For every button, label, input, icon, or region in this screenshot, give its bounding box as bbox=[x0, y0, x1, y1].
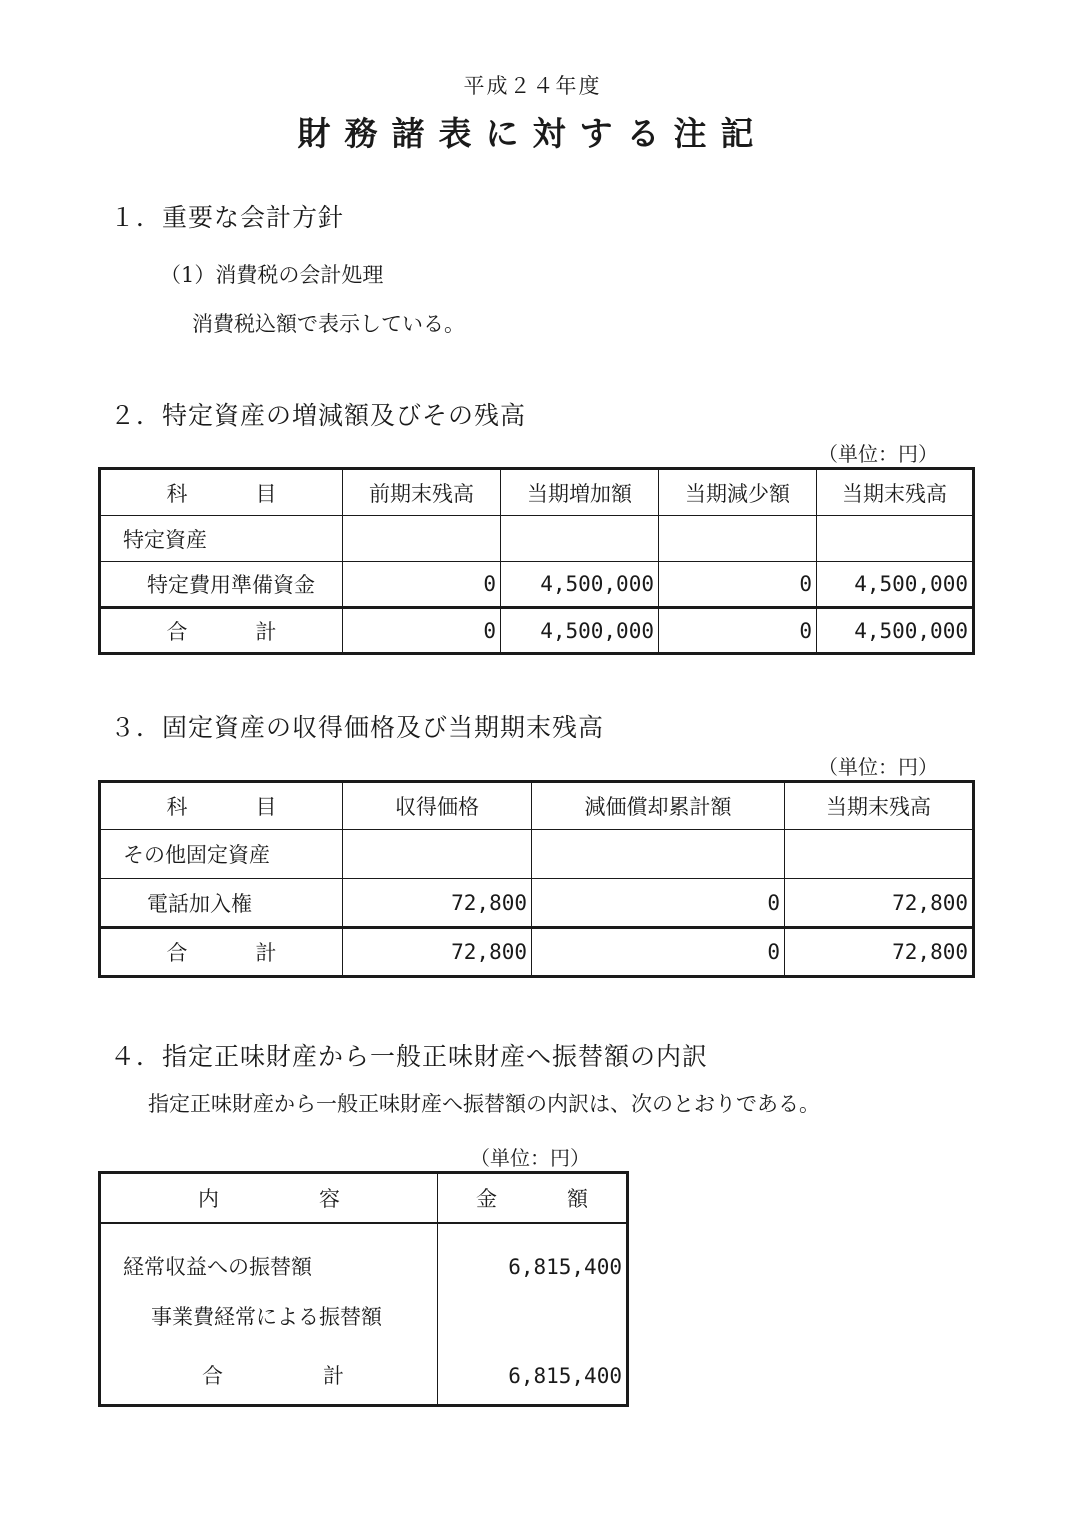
column-header: 当期減少額 bbox=[659, 469, 817, 516]
total-value: 0 bbox=[659, 608, 817, 654]
column-header: 減価償却累計額 bbox=[532, 782, 785, 830]
row-label: 経常収益への振替額 bbox=[123, 1255, 312, 1279]
section3-unit: （単位：円） bbox=[818, 755, 938, 779]
section2-unit: （単位：円） bbox=[818, 442, 938, 466]
section4-text: 指定正味財産から一般正味財産へ振替額の内訳は、次のとおりである。 bbox=[148, 1092, 820, 1116]
cell-value bbox=[501, 516, 659, 562]
cell-value bbox=[817, 516, 974, 562]
cell-value: 0 bbox=[343, 562, 501, 608]
table-row bbox=[100, 879, 974, 928]
fiscal-year: 平成２４年度 bbox=[463, 74, 602, 98]
cell-value bbox=[438, 1298, 626, 1348]
cell-value: 6,815,400 bbox=[508, 1255, 622, 1279]
column-header: 当期増加額 bbox=[501, 469, 659, 516]
cell-value bbox=[343, 516, 501, 562]
section3-heading: ３．固定資産の収得価格及び当期期末残高 bbox=[110, 713, 605, 742]
page-title: 財務諸表に対する注記 bbox=[297, 114, 768, 153]
total-value: 72,800 bbox=[785, 928, 974, 977]
specific-assets-table bbox=[98, 467, 975, 655]
column-header: 当期末残高 bbox=[785, 782, 974, 830]
table-header-row bbox=[100, 782, 974, 830]
table-row bbox=[100, 830, 974, 879]
column-header-content: 内 容 bbox=[100, 1173, 438, 1223]
cell-value: 0 bbox=[659, 562, 817, 608]
transfer-breakdown-table bbox=[98, 1171, 629, 1407]
table-header-row bbox=[100, 469, 974, 516]
total-row bbox=[100, 928, 974, 977]
cell-value: 4,500,000 bbox=[817, 562, 974, 608]
total-value: 6,815,400 bbox=[508, 1364, 622, 1388]
table-header-row bbox=[100, 1173, 628, 1223]
cell-value bbox=[532, 830, 785, 879]
total-value: 4,500,000 bbox=[817, 608, 974, 654]
section4-unit: （単位：円） bbox=[470, 1146, 590, 1170]
total-label: 合 計 bbox=[202, 1364, 344, 1388]
section2-heading: ２．特定資産の増減額及びその残高 bbox=[110, 401, 527, 430]
column-header-amount: 金 額 bbox=[438, 1173, 628, 1223]
cell-value: 72,800 bbox=[343, 879, 532, 928]
row-label: 事業費経常による振替額 bbox=[151, 1305, 382, 1329]
total-value: 4,500,000 bbox=[501, 608, 659, 654]
cell-value: 0 bbox=[532, 879, 785, 928]
column-header-subject: 科 目 bbox=[100, 469, 343, 516]
cell-value: 72,800 bbox=[785, 879, 974, 928]
row-label: 特定資産 bbox=[100, 516, 343, 562]
total-value: 72,800 bbox=[343, 928, 532, 977]
total-row bbox=[100, 608, 974, 654]
row-label: 電話加入権 bbox=[100, 879, 343, 928]
cell-value bbox=[659, 516, 817, 562]
total-value: 0 bbox=[532, 928, 785, 977]
cell-value bbox=[785, 830, 974, 879]
row-label: その他固定資産 bbox=[100, 830, 343, 879]
total-label: 合 計 bbox=[100, 928, 343, 977]
section1-text: 消費税込額で表示している。 bbox=[192, 312, 465, 336]
table-body bbox=[100, 1224, 628, 1406]
cell-value bbox=[343, 830, 532, 879]
table-row bbox=[100, 516, 974, 562]
total-value: 0 bbox=[343, 608, 501, 654]
row-label: 特定費用準備資金 bbox=[100, 562, 343, 608]
table-row bbox=[100, 562, 974, 608]
column-header-subject: 科 目 bbox=[100, 782, 343, 830]
section1-subheading: （1）消費税の会計処理 bbox=[160, 263, 384, 287]
section4-heading: ４．指定正味財産から一般正味財産へ振替額の内訳 bbox=[110, 1042, 709, 1071]
section1-heading: １．重要な会計方針 bbox=[110, 203, 345, 232]
fixed-assets-table bbox=[98, 780, 975, 978]
column-header: 前期末残高 bbox=[343, 469, 501, 516]
column-header: 当期末残高 bbox=[817, 469, 974, 516]
cell-value: 4,500,000 bbox=[501, 562, 659, 608]
column-header: 収得価格 bbox=[343, 782, 532, 830]
total-label: 合 計 bbox=[100, 608, 343, 654]
